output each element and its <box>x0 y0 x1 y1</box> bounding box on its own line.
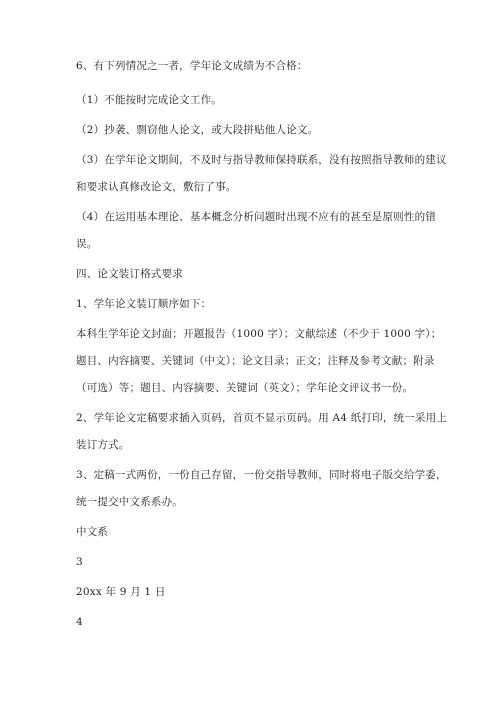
binding-item-3-cont: 统一提交中文系系办。 <box>76 496 183 508</box>
grading-item-2: （2）抄袭、剽窃他人论文，或大段拼贴他人论文。 <box>76 124 319 136</box>
binding-order-line-3: （可选）等；题目、内容摘要、关键词（英文）；学年论文评议书一份。 <box>76 382 414 394</box>
binding-item-2-cont: 装订方式。 <box>76 439 130 451</box>
binding-order-line-1: 本科生学年论文封面；开题报告（1000 字）；文献综述（不少于 1000 字）； <box>76 328 442 340</box>
binding-item-2: 2、学年论文定稿要求插入页码，首页不显示页码。用 A4 纸打印，统一采用上 <box>76 412 448 424</box>
department-signature: 中文系 <box>76 526 109 538</box>
grading-item-1: （1）不能按时完成论文工作。 <box>76 94 222 106</box>
grading-item-3-cont: 和要求认真修改论文，敷衍了事。 <box>76 181 237 193</box>
grading-item-4-cont: 误。 <box>76 238 98 250</box>
binding-item-3: 3、定稿一式两份，一份自己存留，一份交指导教师，同时将电子版交给学委， <box>76 469 447 481</box>
document-date: 20xx 年 9 月 1 日 <box>76 586 166 598</box>
page-number-3: 3 <box>76 556 83 568</box>
grading-item-6: 6、有下列情况之一者，学年论文成绩为不合格： <box>76 60 308 72</box>
section-heading-binding: 四、论文装订格式要求 <box>76 268 183 280</box>
binding-order-line-2: 题目、内容摘要、关键词（中文）；论文目录；正文；注释及参考文献；附录 <box>76 355 435 367</box>
page-number-4: 4 <box>76 616 83 628</box>
binding-item-1: 1、学年论文装订顺序如下： <box>76 298 212 310</box>
grading-item-3: （3）在学年论文期间，不及时与指导教师保持联系，没有按照指导教师的建议 <box>76 154 447 166</box>
grading-item-4: （4）在运用基本理论、基本概念分析问题时出现不应有的甚至是原则性的错 <box>76 211 436 223</box>
